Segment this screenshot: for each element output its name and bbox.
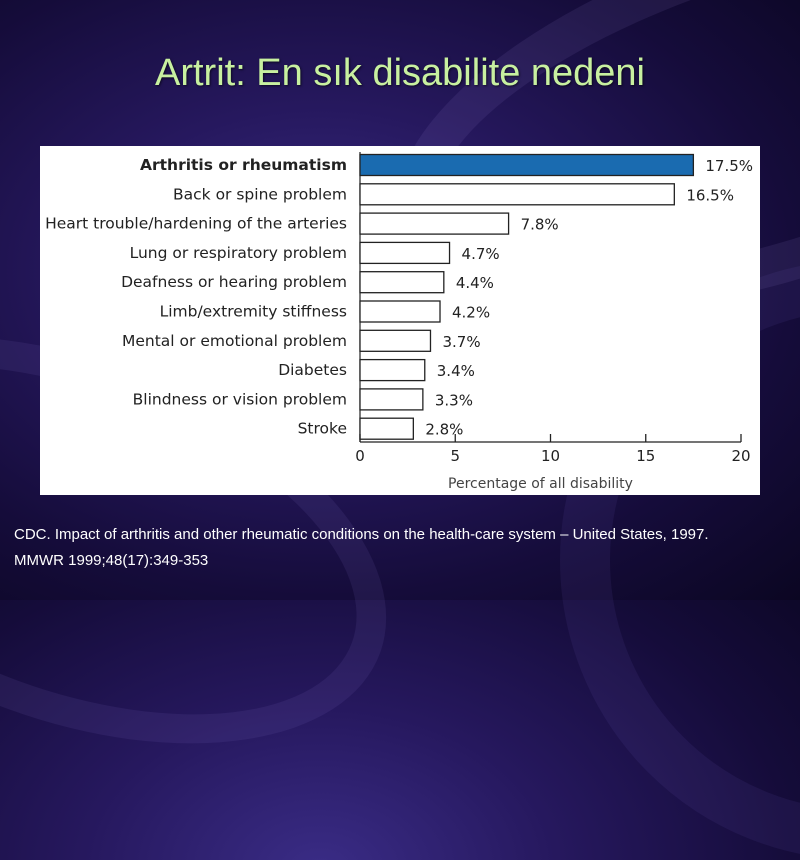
category-label: Blindness or vision problem [132, 390, 347, 409]
category-label: Heart trouble/hardening of the arteries [45, 214, 347, 233]
bar [360, 184, 674, 205]
x-tick-label: 0 [355, 447, 365, 465]
value-label: 16.5% [686, 186, 734, 205]
x-tick-label: 10 [540, 447, 561, 465]
value-label: 3.4% [436, 362, 475, 381]
caption-line-1: CDC. Impact of arthritis and other rheumatic conditions on the health-care system – United States, 1997. [14, 526, 709, 543]
bar [360, 213, 509, 234]
value-label: 7.8% [520, 215, 559, 234]
category-label: Diabetes [278, 361, 347, 380]
bar [360, 360, 425, 381]
bar [360, 272, 444, 293]
caption-line-2: MMWR 1999;48(17):349-353 [14, 552, 209, 569]
bar [360, 418, 413, 439]
value-label: 4.7% [461, 244, 500, 263]
bar [360, 242, 450, 263]
category-label: Lung or respiratory problem [129, 243, 347, 262]
value-label: 2.8% [425, 420, 464, 439]
category-label: Limb/extremity stiffness [159, 302, 347, 321]
category-label: Arthritis or rheumatism [139, 156, 347, 174]
category-label: Stroke [297, 419, 347, 438]
category-label: Mental or emotional problem [122, 331, 347, 350]
x-tick-label: 15 [636, 447, 656, 465]
x-tick-label: 20 [731, 447, 751, 465]
bar [360, 389, 423, 410]
x-axis-title: Percentage of all disability [448, 476, 633, 492]
bar-highlight [360, 155, 693, 176]
bar [360, 330, 430, 351]
source-caption [14, 522, 794, 574]
value-label: 3.3% [434, 391, 473, 410]
x-tick-label: 5 [450, 447, 461, 465]
chart-panel [40, 146, 760, 495]
bar-chart [40, 146, 760, 495]
bar [360, 301, 440, 322]
slide-title: Artrit: En sık disabilite nedeni [154, 52, 645, 94]
value-label: 3.7% [442, 332, 481, 351]
value-label: 4.4% [455, 274, 494, 293]
category-label: Back or spine problem [173, 185, 347, 204]
value-label: 17.5% [705, 157, 754, 175]
value-label: 4.2% [452, 303, 491, 322]
category-label: Deafness or hearing problem [121, 273, 347, 292]
